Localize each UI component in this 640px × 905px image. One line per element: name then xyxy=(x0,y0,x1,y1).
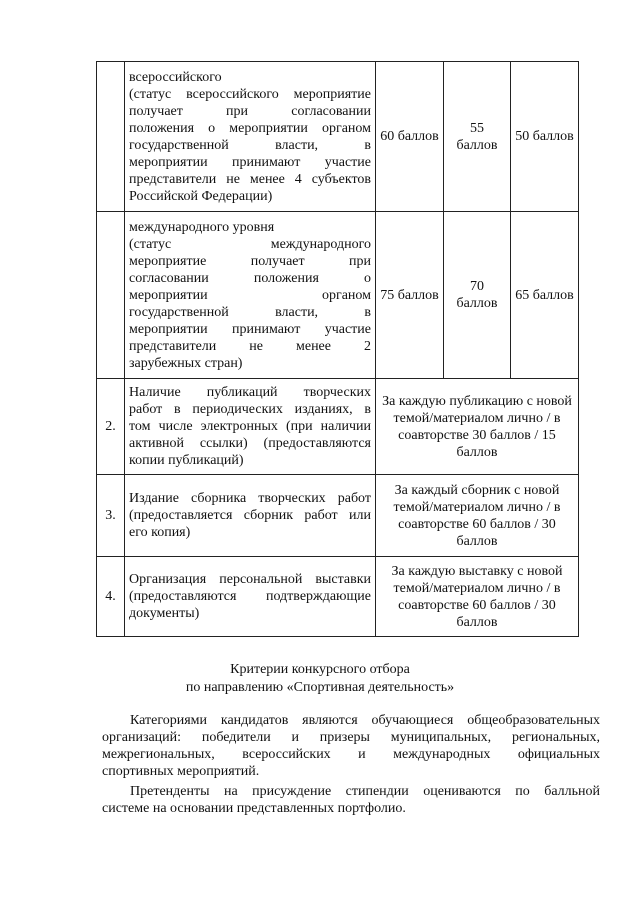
desc-line: (предоставляется сборник работ или xyxy=(129,508,371,523)
desc-line: международного уровня xyxy=(129,219,275,235)
paragraph-categories xyxy=(102,712,600,780)
paragraph-scoring xyxy=(102,783,600,817)
criterion-description xyxy=(125,62,376,212)
score-cell: 55 баллов xyxy=(444,62,511,212)
criterion-description xyxy=(125,212,376,379)
score-cell: За каждый сборник с новой темой/материалом лично / в соавторстве 60 баллов / 30 баллов xyxy=(376,475,579,557)
desc-line: мероприятии принимают участие xyxy=(129,321,371,337)
table-row xyxy=(97,212,579,379)
desc-line: том числе электронных (при наличии xyxy=(129,419,371,434)
desc-line: согласовании положения о xyxy=(129,270,371,286)
paragraph-line: организаций: победители и призеры муниципальных, региональных, xyxy=(102,730,600,745)
desc-line: Наличие публикаций творческих xyxy=(129,385,371,400)
section-title xyxy=(0,661,640,697)
desc-line: его копия) xyxy=(129,525,191,540)
table-row xyxy=(97,557,579,637)
criteria-table xyxy=(96,61,579,637)
desc-line: Организация персональной выставки xyxy=(129,572,371,587)
score-cell: За каждую выставку с новой темой/материалом лично / в соавторстве 60 баллов / 30 баллов xyxy=(376,557,579,637)
paragraph-line: межрегиональных, всероссийских и международных официальных xyxy=(102,747,600,762)
row-number: 4. xyxy=(97,557,125,637)
criterion-description xyxy=(125,557,376,637)
score-cell: 50 баллов xyxy=(511,62,579,212)
row-number: 3. xyxy=(97,475,125,557)
score-cell: 75 баллов xyxy=(376,212,444,379)
table-row xyxy=(97,475,579,557)
score-cell: 70 баллов xyxy=(444,212,511,379)
desc-line: всероссийского xyxy=(129,69,222,85)
table-row xyxy=(97,62,579,212)
desc-line: копии публикаций) xyxy=(129,453,244,468)
desc-line: положения о мероприятии органом xyxy=(129,120,371,136)
section-title-line: Критерии конкурсного отбора xyxy=(230,662,410,677)
desc-line: представители не менее 2 xyxy=(129,338,371,354)
desc-line: государственной власти, в xyxy=(129,304,371,320)
desc-line: (статус международного xyxy=(129,236,371,252)
desc-line: документы) xyxy=(129,606,200,621)
desc-line: Российской Федерации) xyxy=(129,188,273,204)
section-title-line: по направлению «Спортивная деятельность» xyxy=(185,680,455,695)
desc-line: работ в периодических изданиях, в xyxy=(129,402,371,417)
row-number xyxy=(97,212,125,379)
score-cell: За каждую публикацию с новой темой/материалом лично / в соавторстве 30 баллов / 15 баллов xyxy=(376,379,579,475)
desc-line: (предоставляются подтверждающие xyxy=(129,589,371,604)
row-number xyxy=(97,62,125,212)
paragraph-line: спортивных мероприятий. xyxy=(102,764,260,779)
desc-line: мероприятии принимают участие xyxy=(129,154,371,170)
table-row xyxy=(97,379,579,475)
desc-line: мероприятие получает при xyxy=(129,253,371,269)
desc-line: мероприятии органом xyxy=(129,287,371,303)
desc-line: (статус всероссийского мероприятие xyxy=(129,86,371,102)
criterion-description xyxy=(125,475,376,557)
desc-line: зарубежных стран) xyxy=(129,355,243,371)
paragraph-line: системе на основании представленных портфолио. xyxy=(102,801,406,816)
score-cell: 65 баллов xyxy=(511,212,579,379)
score-cell: 60 баллов xyxy=(376,62,444,212)
desc-line: представители не менее 4 субъектов xyxy=(129,171,371,187)
paragraph-line: Категориями кандидатов являются обучающиеся общеобразовательных xyxy=(130,713,600,728)
desc-line: государственной власти, в xyxy=(129,137,371,153)
criterion-description xyxy=(125,379,376,475)
row-number: 2. xyxy=(97,379,125,475)
desc-line: получает при согласовании xyxy=(129,103,371,119)
paragraph-line: Претенденты на присуждение стипендии оцениваются по балльной xyxy=(130,784,600,799)
desc-line: активной ссылки) (предоставляются xyxy=(129,436,371,451)
desc-line: Издание сборника творческих работ xyxy=(129,491,371,506)
